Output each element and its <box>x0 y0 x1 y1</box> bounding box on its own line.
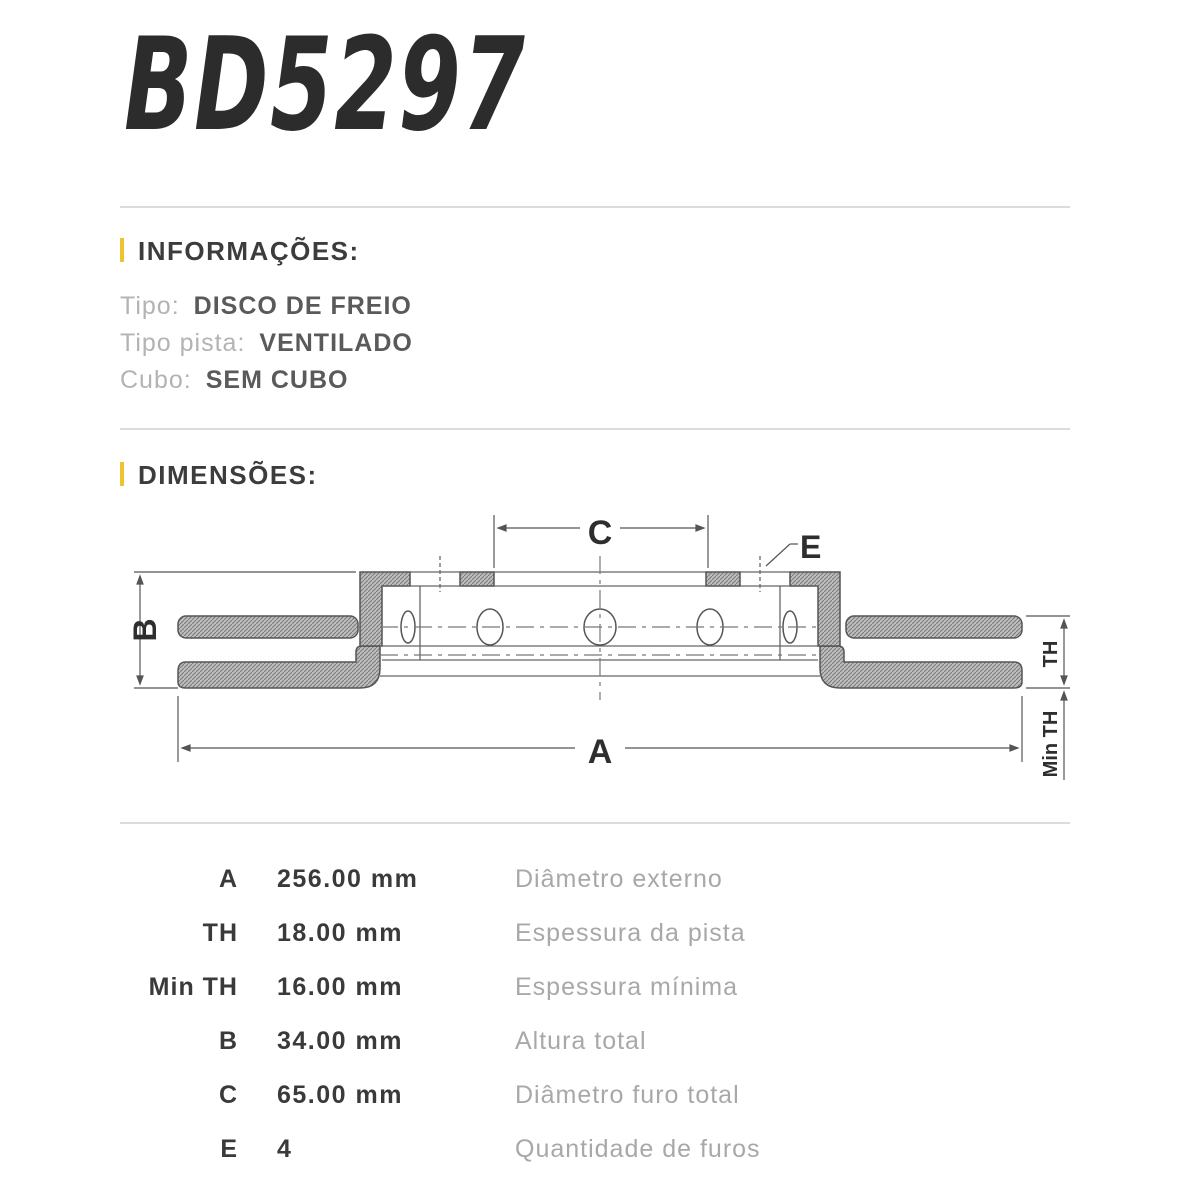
spec-description: Altura total <box>515 1027 647 1055</box>
spec-value: 34.00 mm <box>277 1027 403 1055</box>
spec-description: Diâmetro furo total <box>515 1081 740 1109</box>
spec-key: A <box>218 865 238 893</box>
label-min-TH: Min TH <box>1040 710 1062 778</box>
spec-row <box>0 1027 1200 1067</box>
label-E: E <box>800 529 822 565</box>
centerlines <box>380 556 820 700</box>
label-B: B <box>127 618 163 642</box>
info-label: Cubo: <box>120 366 192 394</box>
divider <box>120 822 1070 824</box>
spec-value: 65.00 mm <box>277 1081 403 1109</box>
right-hat-wall <box>790 572 840 646</box>
spec-key: B <box>218 1027 238 1055</box>
spec-row <box>0 919 1200 959</box>
spec-row <box>0 1135 1200 1175</box>
spec-key: E <box>220 1135 238 1163</box>
label-A: A <box>587 733 613 771</box>
info-row-hub <box>120 366 348 395</box>
spec-value: 256.00 mm <box>277 865 419 893</box>
spec-description: Diâmetro externo <box>515 865 723 893</box>
section-accent-bar <box>120 238 124 262</box>
info-label: Tipo: <box>120 292 180 320</box>
section-title-text: DIMENSÕES: <box>138 460 318 490</box>
section-title-text: INFORMAÇÕES: <box>138 236 360 266</box>
info-value: SEM CUBO <box>205 366 349 394</box>
spec-value: 16.00 mm <box>277 973 403 1001</box>
spec-description: Quantidade de furos <box>515 1135 761 1163</box>
section-title-info <box>120 236 360 267</box>
divider <box>120 428 1070 430</box>
info-value: DISCO DE FREIO <box>193 292 412 320</box>
left-top-plate <box>178 616 358 638</box>
label-TH: TH <box>1040 640 1062 668</box>
spec-key: Min TH <box>148 973 238 1001</box>
spec-row <box>0 973 1200 1013</box>
spec-row <box>0 865 1200 905</box>
divider <box>120 206 1070 208</box>
spec-value: 18.00 mm <box>277 919 403 947</box>
info-value: VENTILADO <box>259 329 413 357</box>
spec-description: Espessura mínima <box>515 973 739 1001</box>
brake-disc-diagram <box>0 500 1200 800</box>
left-bottom-plate <box>178 646 380 688</box>
label-C: C <box>587 514 613 552</box>
spec-description: Espessura da pista <box>515 919 746 947</box>
spec-key: TH <box>202 919 238 947</box>
product-code: BD5297 <box>124 11 527 160</box>
right-hat-top-inner <box>706 572 740 586</box>
spec-row <box>0 1081 1200 1121</box>
info-row-type <box>120 292 412 321</box>
info-label: Tipo pista: <box>120 329 246 357</box>
spec-key: C <box>218 1081 238 1109</box>
info-row-track-type <box>120 329 413 358</box>
section-title-dimensions <box>120 460 318 491</box>
spec-value: 4 <box>277 1135 293 1163</box>
right-bottom-plate <box>820 646 1022 688</box>
left-hat-top-inner <box>460 572 494 586</box>
section-accent-bar <box>120 462 124 486</box>
right-top-plate <box>846 616 1022 638</box>
